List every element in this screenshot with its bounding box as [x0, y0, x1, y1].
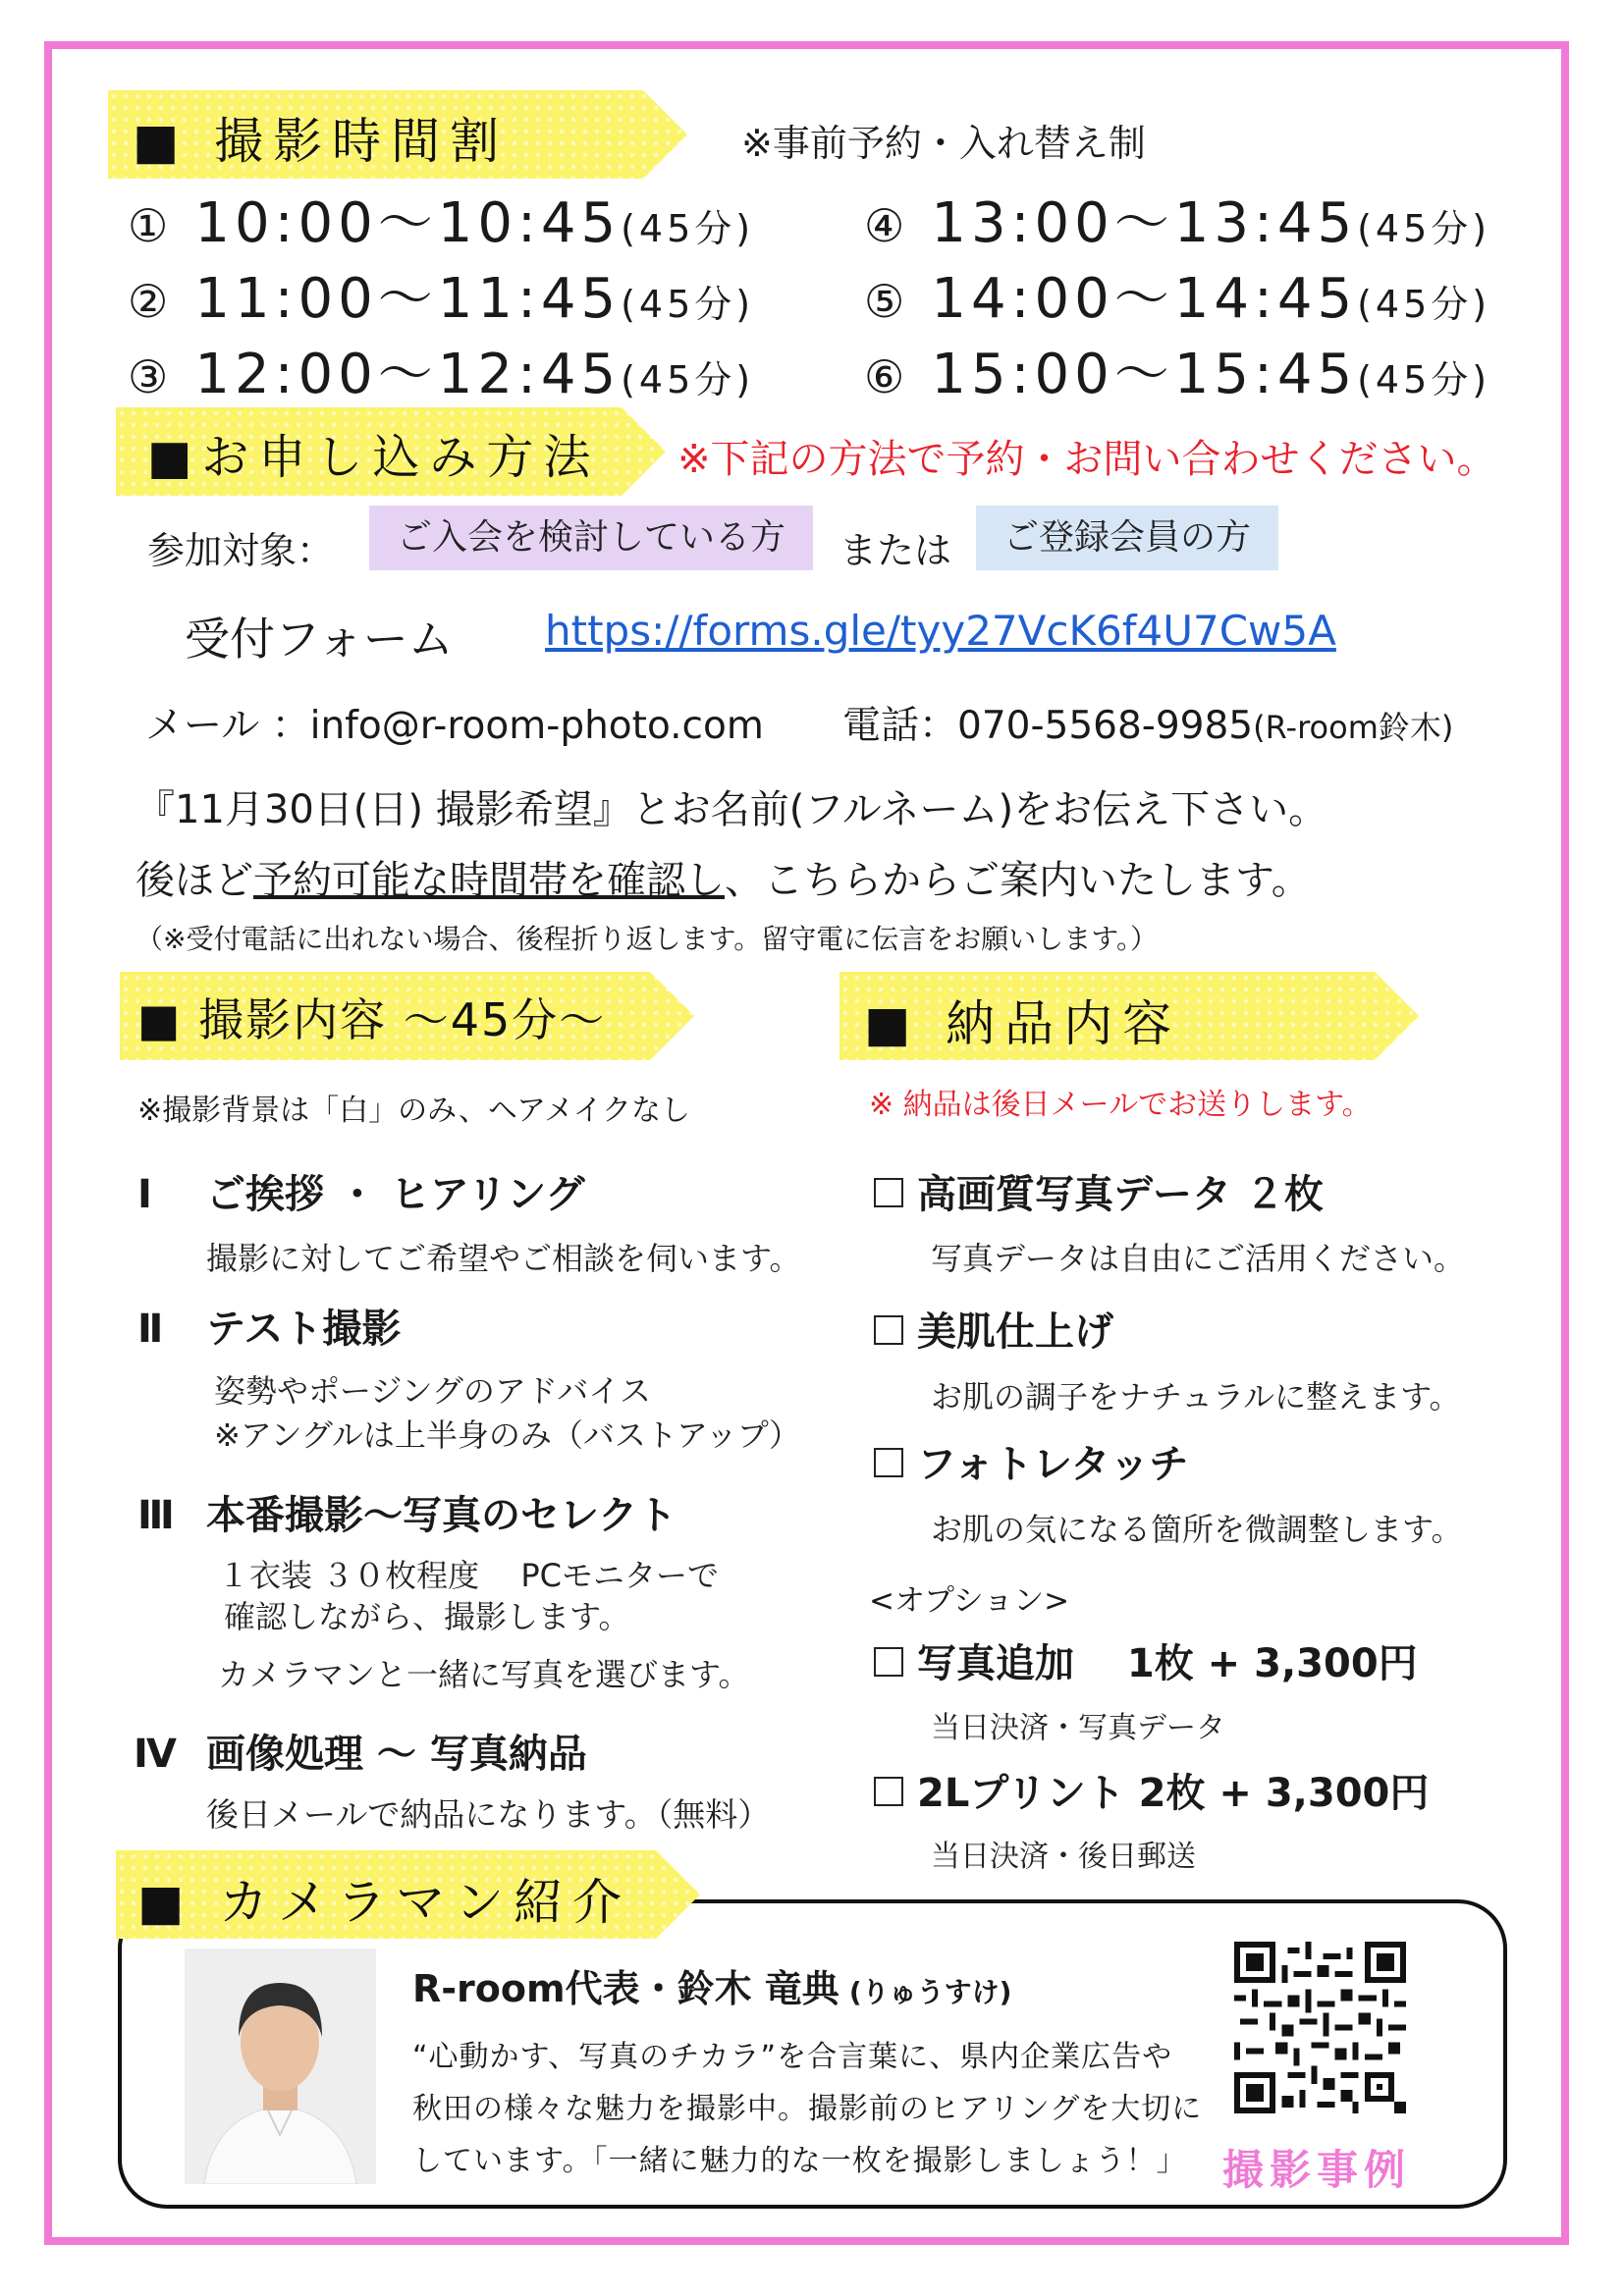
- apply-title: ■お申し込み方法: [147, 430, 601, 485]
- option-item-extra-photo: 写真追加 1枚 + 3,300円: [874, 1632, 1418, 1688]
- content-item-greeting: Ⅰ ご挨拶 ・ ヒアリング: [137, 1172, 585, 1217]
- time-slot: ⑥ 15:00～15:45(45分): [864, 343, 1491, 406]
- delivery-item-retouch: フォトレタッチ: [874, 1433, 1188, 1489]
- time-slot: ③ 12:00～12:45(45分): [128, 343, 755, 406]
- photographer-bio-line: しています。「一緒に魅力的な一枚を撮影しましょう！」: [412, 2144, 1187, 2178]
- photographer-title: ■ カメラマン紹介: [137, 1874, 632, 1931]
- time-slot: ⑤ 14:00～14:45(45分): [864, 267, 1491, 331]
- content-item-test: Ⅱ テスト撮影: [137, 1307, 402, 1352]
- content-item-desc: 撮影に対してご希望やご相談を伺います。: [206, 1240, 801, 1277]
- content-item-desc: 姿勢やポージングのアドバイス: [214, 1372, 651, 1410]
- checkbox-icon: [874, 1647, 903, 1677]
- content-item-desc: 後日メールで納品になります。（無料）: [206, 1795, 771, 1834]
- form-label: 受付フォーム: [185, 613, 454, 666]
- checkbox-icon: [874, 1315, 903, 1345]
- option-item-desc: 当日決済・写真データ: [931, 1711, 1225, 1745]
- checkbox-icon: [874, 1777, 903, 1806]
- delivery-item-desc: お肌の気になる箇所を微調整します。: [931, 1511, 1463, 1548]
- form-link[interactable]: https://forms.gle/tyy27VcK6f4U7Cw5A: [545, 607, 1336, 655]
- schedule-title: ■ 撮影時間割: [133, 113, 510, 170]
- apply-instruction: 『11月30日(日) 撮影希望』とお名前(フルネーム)をお伝え下さい。: [135, 787, 1328, 832]
- content-item-desc: ※アングルは上半身のみ（バストアップ）: [214, 1416, 801, 1454]
- qr-code[interactable]: [1234, 1942, 1406, 2113]
- apply-note: ※下記の方法で予約・お問い合わせください。: [677, 437, 1496, 482]
- option-item-print: 2Lプリント 2枚 + 3,300円: [874, 1762, 1429, 1818]
- phone-contact[interactable]: 電話：070-5568-9985(R-room鈴木): [842, 704, 1454, 748]
- photographer-name-line: R-room代表・鈴木 竜典 (りゅうすけ): [412, 1967, 1012, 2010]
- content-title: ■ 撮影内容 ～45分～: [137, 993, 607, 1046]
- target-or: または: [839, 529, 952, 572]
- option-label: <オプション>: [869, 1583, 1070, 1619]
- content-item-main: Ⅲ 本番撮影～写真のセレクト: [137, 1493, 677, 1538]
- content-item-desc: カメラマンと一緒に写真を選びます。: [218, 1656, 750, 1693]
- delivery-note: ※ 納品は後日メールでお送りします。: [869, 1088, 1372, 1122]
- schedule-note: ※事前予約・入れ替え制: [741, 122, 1146, 165]
- target-prospect-tag: ご入会を検討している方: [369, 506, 813, 570]
- time-slot: ② 11:00～11:45(45分): [128, 267, 755, 331]
- target-label: 参加対象：: [147, 529, 335, 572]
- mail-contact[interactable]: メール ：info@r-room-photo.com: [145, 704, 764, 748]
- content-note: ※撮影背景は「白」のみ、ヘアメイクなし: [137, 1094, 691, 1128]
- photographer-photo: [185, 1949, 376, 2184]
- content-item-processing: Ⅳ 画像処理 ～ 写真納品: [134, 1732, 587, 1777]
- delivery-item-data: 高画質写真データ ２枚: [874, 1163, 1324, 1219]
- photographer-bio-line: “心動かす、写真のチカラ”を合言葉に、県内企業広告や: [412, 2040, 1173, 2074]
- portrait-image: [185, 1949, 376, 2184]
- content-item-desc: １衣装 ３０枚程度 PCモニターで: [218, 1557, 719, 1594]
- option-item-desc: 当日決済・後日郵送: [931, 1840, 1196, 1874]
- content-item-desc: 確認しながら、撮影します。: [224, 1598, 630, 1635]
- time-slot: ① 10:00～10:45(45分): [128, 191, 755, 255]
- delivery-item-skin: 美肌仕上げ: [874, 1301, 1113, 1357]
- apply-phone-note: （※受付電話に出れない場合、後程折り返します。留守電に伝言をお願いします。）: [135, 923, 1158, 955]
- delivery-item-desc: お肌の調子をナチュラルに整えます。: [931, 1378, 1461, 1415]
- checkbox-icon: [874, 1448, 903, 1477]
- checkbox-icon: [874, 1178, 903, 1207]
- examples-link[interactable]: 撮影事例: [1222, 2146, 1412, 2194]
- apply-followup: 後ほど予約可能な時間帯を確認し、こちらからご案内いたします。: [135, 858, 1311, 903]
- target-member-tag: ご登録会員の方: [976, 506, 1278, 570]
- delivery-item-desc: 写真データは自由にご活用ください。: [931, 1240, 1466, 1277]
- delivery-title: ■ 納品内容: [864, 995, 1182, 1052]
- time-slot: ④ 13:00～13:45(45分): [864, 191, 1491, 255]
- photographer-bio-line: 秋田の様々な魅力を撮影中。撮影前のヒアリングを大切に: [412, 2092, 1203, 2126]
